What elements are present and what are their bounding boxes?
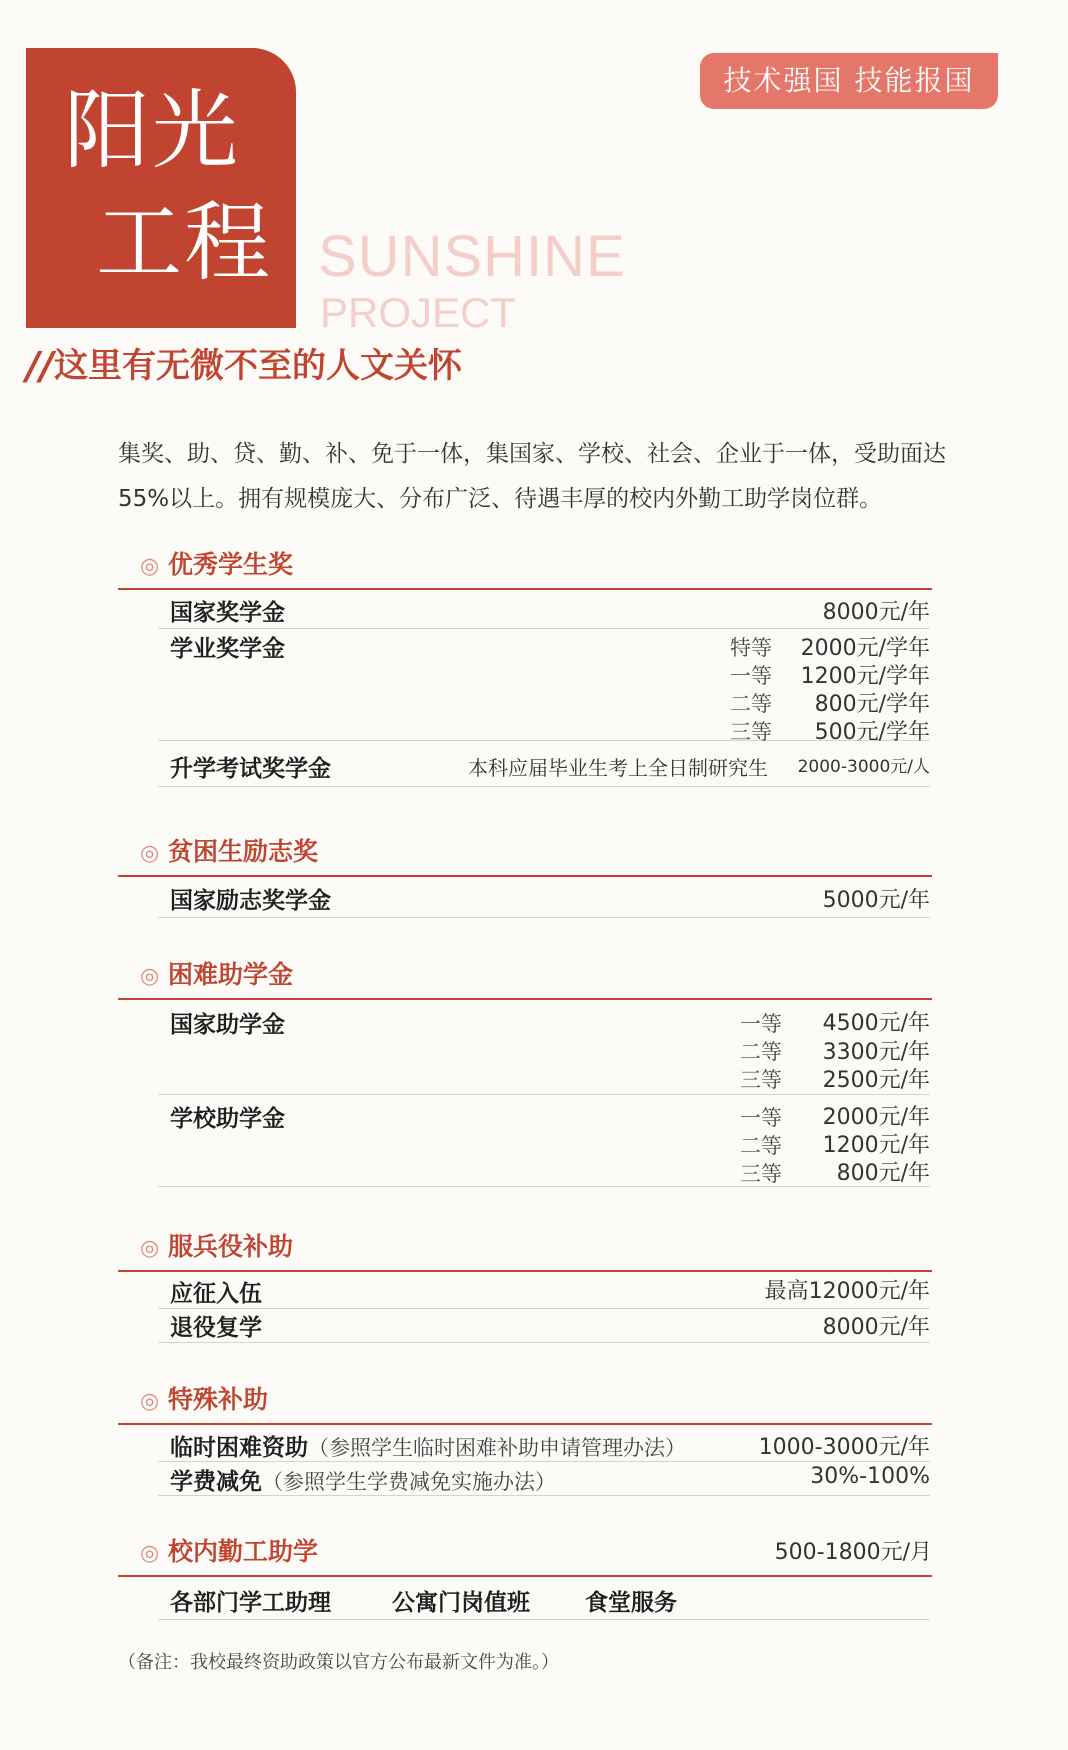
bullet-circle-icon: ◎ [140, 1389, 160, 1414]
row-temporary-aid [158, 1427, 930, 1462]
subtitle-slash-icon: // [26, 344, 54, 388]
intro-paragraph: 集奖、助、贷、勤、补、免于一体，集国家、学校、社会、企业于一体，受助面达55%以上。拥有规模庞大、分布广泛、待遇丰厚的校内外勤工助学岗位群。 [118, 441, 946, 512]
section-title: 校内勤工助学 [168, 1537, 319, 1566]
job-item: 各部门学工助理 [170, 1590, 331, 1616]
bullet-circle-icon: ◎ [140, 841, 160, 866]
job-item: 公寓门岗值班 [392, 1590, 530, 1616]
row-work-jobs [158, 1579, 930, 1620]
row-note: （参照学生临时困难补助申请管理办法） [308, 1436, 686, 1460]
footer-note: （备注：我校最终资助政策以官方公布最新文件为准。） [118, 1652, 559, 1673]
row-label [170, 1463, 556, 1496]
section-title: 贫困生励志奖 [168, 837, 319, 866]
tier-amount: 1200元/年 [822, 1133, 930, 1158]
english-title-line1: SUNSHINE [318, 224, 626, 289]
section-title: 优秀学生奖 [168, 550, 294, 579]
english-title-line2: PROJECT [320, 289, 517, 336]
title-line1: 阳光 [64, 81, 240, 181]
section-excellent-header [118, 548, 932, 590]
tier-name: 一等 [730, 664, 772, 688]
row-national-grant [158, 1002, 930, 1095]
bullet-circle-icon: ◎ [140, 1236, 160, 1261]
row-label: 升学考试奖学金 [170, 756, 331, 782]
row-enlist [158, 1274, 930, 1309]
tier-amount: 1200元/学年 [800, 664, 930, 689]
bullet-circle-icon: ◎ [140, 554, 160, 579]
row-amount: 2000-3000元/人 [797, 757, 930, 777]
tier-name: 特等 [730, 636, 772, 660]
tier-name: 一等 [740, 1106, 782, 1130]
row-label: 学校助学金 [170, 1106, 285, 1132]
row-national-scholarship [158, 592, 930, 629]
section-poor-header [118, 835, 932, 877]
slogan-badge: 技术强国 技能报国 [700, 53, 998, 109]
tier-amount: 800元/学年 [814, 692, 930, 717]
row-label: 学业奖学金 [170, 636, 285, 662]
title-line2: 工程 [96, 193, 272, 293]
tier-name: 二等 [730, 692, 772, 716]
tier-amount: 4500元/年 [822, 1011, 930, 1036]
row-label: 应征入伍 [170, 1281, 262, 1307]
tier-name: 三等 [740, 1162, 782, 1186]
section-title: 困难助学金 [168, 960, 294, 989]
row-amount: 8000元/年 [822, 600, 930, 625]
tier-name: 一等 [740, 1012, 782, 1036]
row-inspirational-scholarship [158, 879, 930, 918]
title-block [26, 48, 296, 328]
subtitle: 这里有无微不至的人文关怀 [54, 346, 462, 386]
row-label-text: 学费减免 [170, 1469, 262, 1495]
row-amount: 5000元/年 [822, 888, 930, 913]
tier-amount: 3300元/年 [822, 1040, 930, 1065]
row-academic-scholarship [158, 628, 930, 745]
section-special-header [118, 1383, 932, 1425]
row-label: 退役复学 [170, 1315, 262, 1341]
tier-name: 三等 [740, 1068, 782, 1092]
section-work-header [118, 1535, 932, 1577]
row-school-grant [158, 1094, 930, 1187]
row-return [158, 1308, 930, 1343]
tier-amount: 500元/学年 [814, 720, 930, 745]
row-amount: 30%-100% [810, 1464, 930, 1489]
tier-name: 三等 [730, 720, 772, 744]
section-military-header [118, 1230, 932, 1272]
bullet-circle-icon: ◎ [140, 1541, 160, 1566]
section-title: 特殊补助 [168, 1385, 269, 1414]
bullet-circle-icon: ◎ [140, 964, 160, 989]
row-amount: 1000-3000元/年 [758, 1435, 930, 1460]
row-label: 国家奖学金 [170, 600, 285, 626]
tier-name: 二等 [740, 1040, 782, 1064]
tier-amount: 2000元/年 [822, 1105, 930, 1130]
tier-amount: 2500元/年 [822, 1068, 930, 1093]
row-exam-scholarship [158, 740, 930, 787]
row-label: 国家助学金 [170, 1012, 285, 1038]
row-label [170, 1429, 686, 1462]
job-item: 食堂服务 [585, 1590, 677, 1616]
row-label: 国家励志奖学金 [170, 888, 331, 914]
row-amount: 8000元/年 [822, 1315, 930, 1340]
section-grant-header [118, 958, 932, 1000]
row-note: （参照学生学费减免实施办法） [262, 1470, 556, 1494]
tier-amount: 2000元/学年 [800, 636, 930, 661]
section-amount: 500-1800元/月 [774, 1540, 932, 1565]
tier-name: 二等 [740, 1134, 782, 1158]
section-title: 服兵役补助 [168, 1232, 294, 1261]
row-tuition-waiver [158, 1461, 930, 1496]
tier-amount: 800元/年 [836, 1161, 930, 1186]
row-label-text: 临时困难资助 [170, 1435, 308, 1461]
row-amount: 最高12000元/年 [764, 1279, 930, 1304]
row-description: 本科应届毕业生考上全日制研究生 [468, 756, 768, 780]
